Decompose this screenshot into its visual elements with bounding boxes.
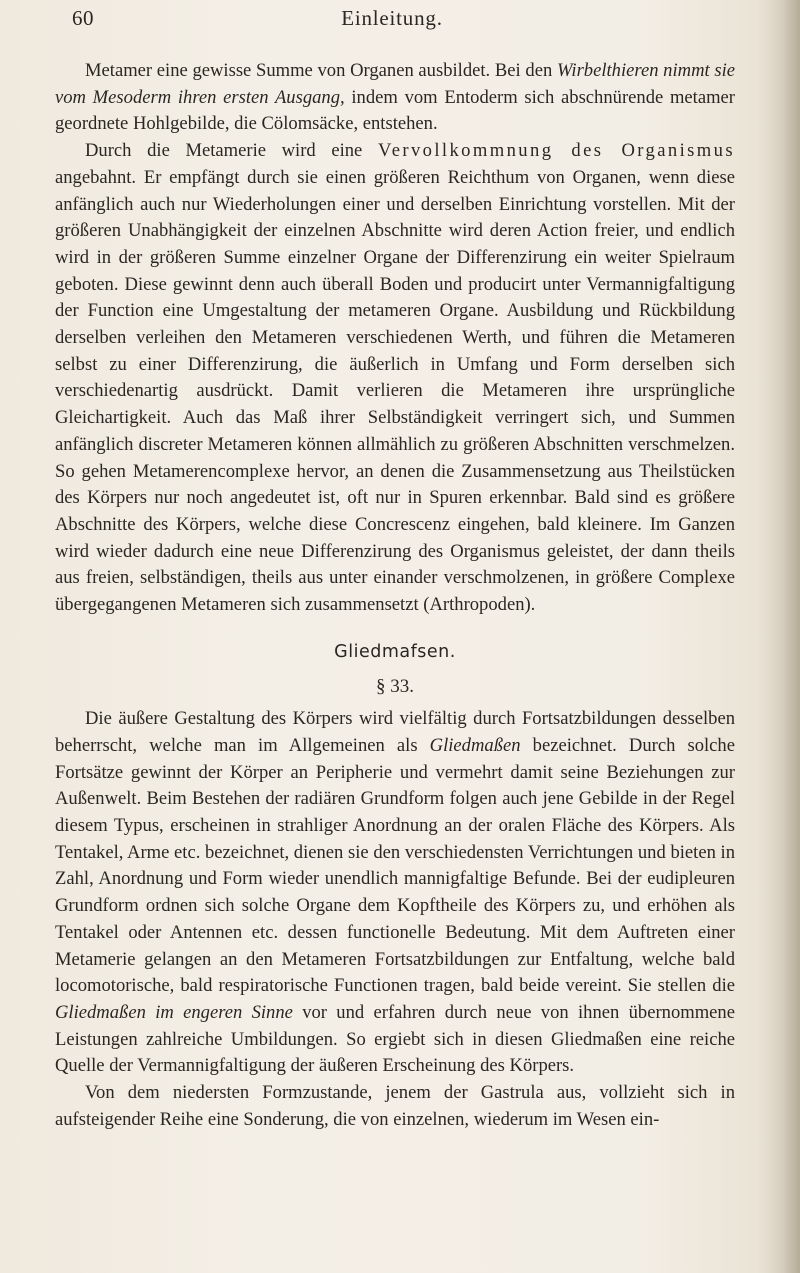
paragraph-p3 xyxy=(55,706,735,1080)
text-run: Metamer eine gewisse Summe von Organen ausbildet. Bei den xyxy=(85,60,557,81)
paragraph-p2 xyxy=(55,138,735,619)
running-head: Einleitung. xyxy=(341,6,443,30)
section-number: § 33. xyxy=(376,676,414,698)
italic-text: Gliedmaßen im engeren Sinne xyxy=(55,1001,293,1023)
paragraph-group-intro xyxy=(55,58,735,619)
text-run: Die äußere Gestaltung des Körpers wird vielfältig durch Fortsatzbildungen desselben beherrscht, welche man im Allgemeinen als xyxy=(55,708,735,756)
italic-text: Wirbelthieren nimmt sie vom Mesoderm ihren ersten Ausgang, xyxy=(55,60,735,108)
body-text xyxy=(55,58,735,1133)
paragraph-group-section xyxy=(55,706,735,1133)
section-heading: Gliedmafsen. xyxy=(334,641,456,662)
spaced-emphasis-text: Vervollkommnung des Organismus xyxy=(377,140,735,162)
text-run: bezeichnet. Durch solche Fortsätze gewinnt der Körper an Peripherie und vermehrt damit seine Beziehungen zur Außenwelt. Beim Bestehen der radiären Grundform folgen auch jene Gebilde in der Regel diesem Typus, erscheinen in strahliger Anordnung an der oralen Fläche des Körpers. Als Tentakel, Arme etc. bezeichnet, dienen sie den verschiedensten Verrichtungen und bieten in Zahl, Anordnung und Form wieder unendlich mannigfaltige Befunde. Bei der eudipleuren Grundform ordnen sich solche Organe dem Kopftheile des Körpers zu, und erhöhen als Tentakel oder Antennen etc. dessen functionelle Bedeutung. Mit dem Auftreten einer Metamerie gelangen an den Metameren Fortsatzbildungen zur Entfaltung, welche bald locomotorische, bald respiratorische Functionen tragen, bald beide vereint. Sie stellen die xyxy=(55,734,735,997)
text-run: angebahnt. Er empfängt durch sie einen größeren Reichthum von Organen, wenn diese anfänglich auch nur Wiederholungen einer und derselben Einrichtung vorstellen. Mit der größeren Unabhängigkeit der einzelnen Abschnitte wird deren Action freier, und endlich wird in der größeren Summe einzelner Organe der Differenzirung ein weiter Spielraum geboten. Diese gewinnt denn auch überall Boden und producirt unter Vermannigfaltigung der Function eine Umgestaltung der metameren Organe. Ausbildung und Rückbildung derselben verleihen den Metameren verschiedenen Werth, und führen die Metameren selbst zu einer Differenzirung, die äußerlich in Umfang und Form derselben sich verschiedenartig ausdrückt. Damit verlieren die Metameren ihre ursprüngliche Gleichartigkeit. Auch das Maß ihrer Selbständigkeit verringert sich, und Summen anfänglich discreter Metameren können allmählich zu größeren Abschnitten verschmelzen. So gehen Metamerencomplexe hervor, an denen die Zusammensetzung aus Theilstücken des Körpers nur noch angedeutet ist, oft nur in Spuren erkennbar. Bald sind es größere Abschnitte des Körpers, welche diese Concrescenz eingehen, bald kleinere. Im Ganzen wird wieder dadurch eine neue Differenzirung des Organismus geleistet, der dann theils aus freien, selbständigen, theils aus unter einander verschmolzenen, in größere Complexe übergegangenen Metameren sich zusammensetzt (Arthropoden). xyxy=(55,166,735,616)
text-run: indem vom Entoderm sich abschnürende metamer geordnete Hohlgebilde, die Cölomsäcke, entstehen. xyxy=(55,86,735,135)
italic-text: Gliedmaßen xyxy=(429,734,521,756)
paragraph-p1 xyxy=(55,58,735,138)
page-number: 60 xyxy=(72,6,94,30)
text-run: vor und erfahren durch neue von ihnen übernommene Leistungen zahlreiche Umbildungen. So ergiebt sich in diesen Gliedmaßen eine reiche Quelle der Vermannigfaltigung der äußeren Erscheinung des Körpers. xyxy=(55,1001,735,1077)
text-run: Von dem niedersten Formzustande, jenem der Gastrula aus, vollzieht sich in aufsteigender Reihe eine Sonderung, die von einzelnen, wiederum im Wesen ein- xyxy=(55,1082,735,1130)
text-run: Durch die Metamerie wird eine xyxy=(85,140,378,162)
paragraph-p4 xyxy=(55,1080,735,1133)
page-header xyxy=(72,6,712,36)
page-edge-shadow xyxy=(758,0,800,1273)
